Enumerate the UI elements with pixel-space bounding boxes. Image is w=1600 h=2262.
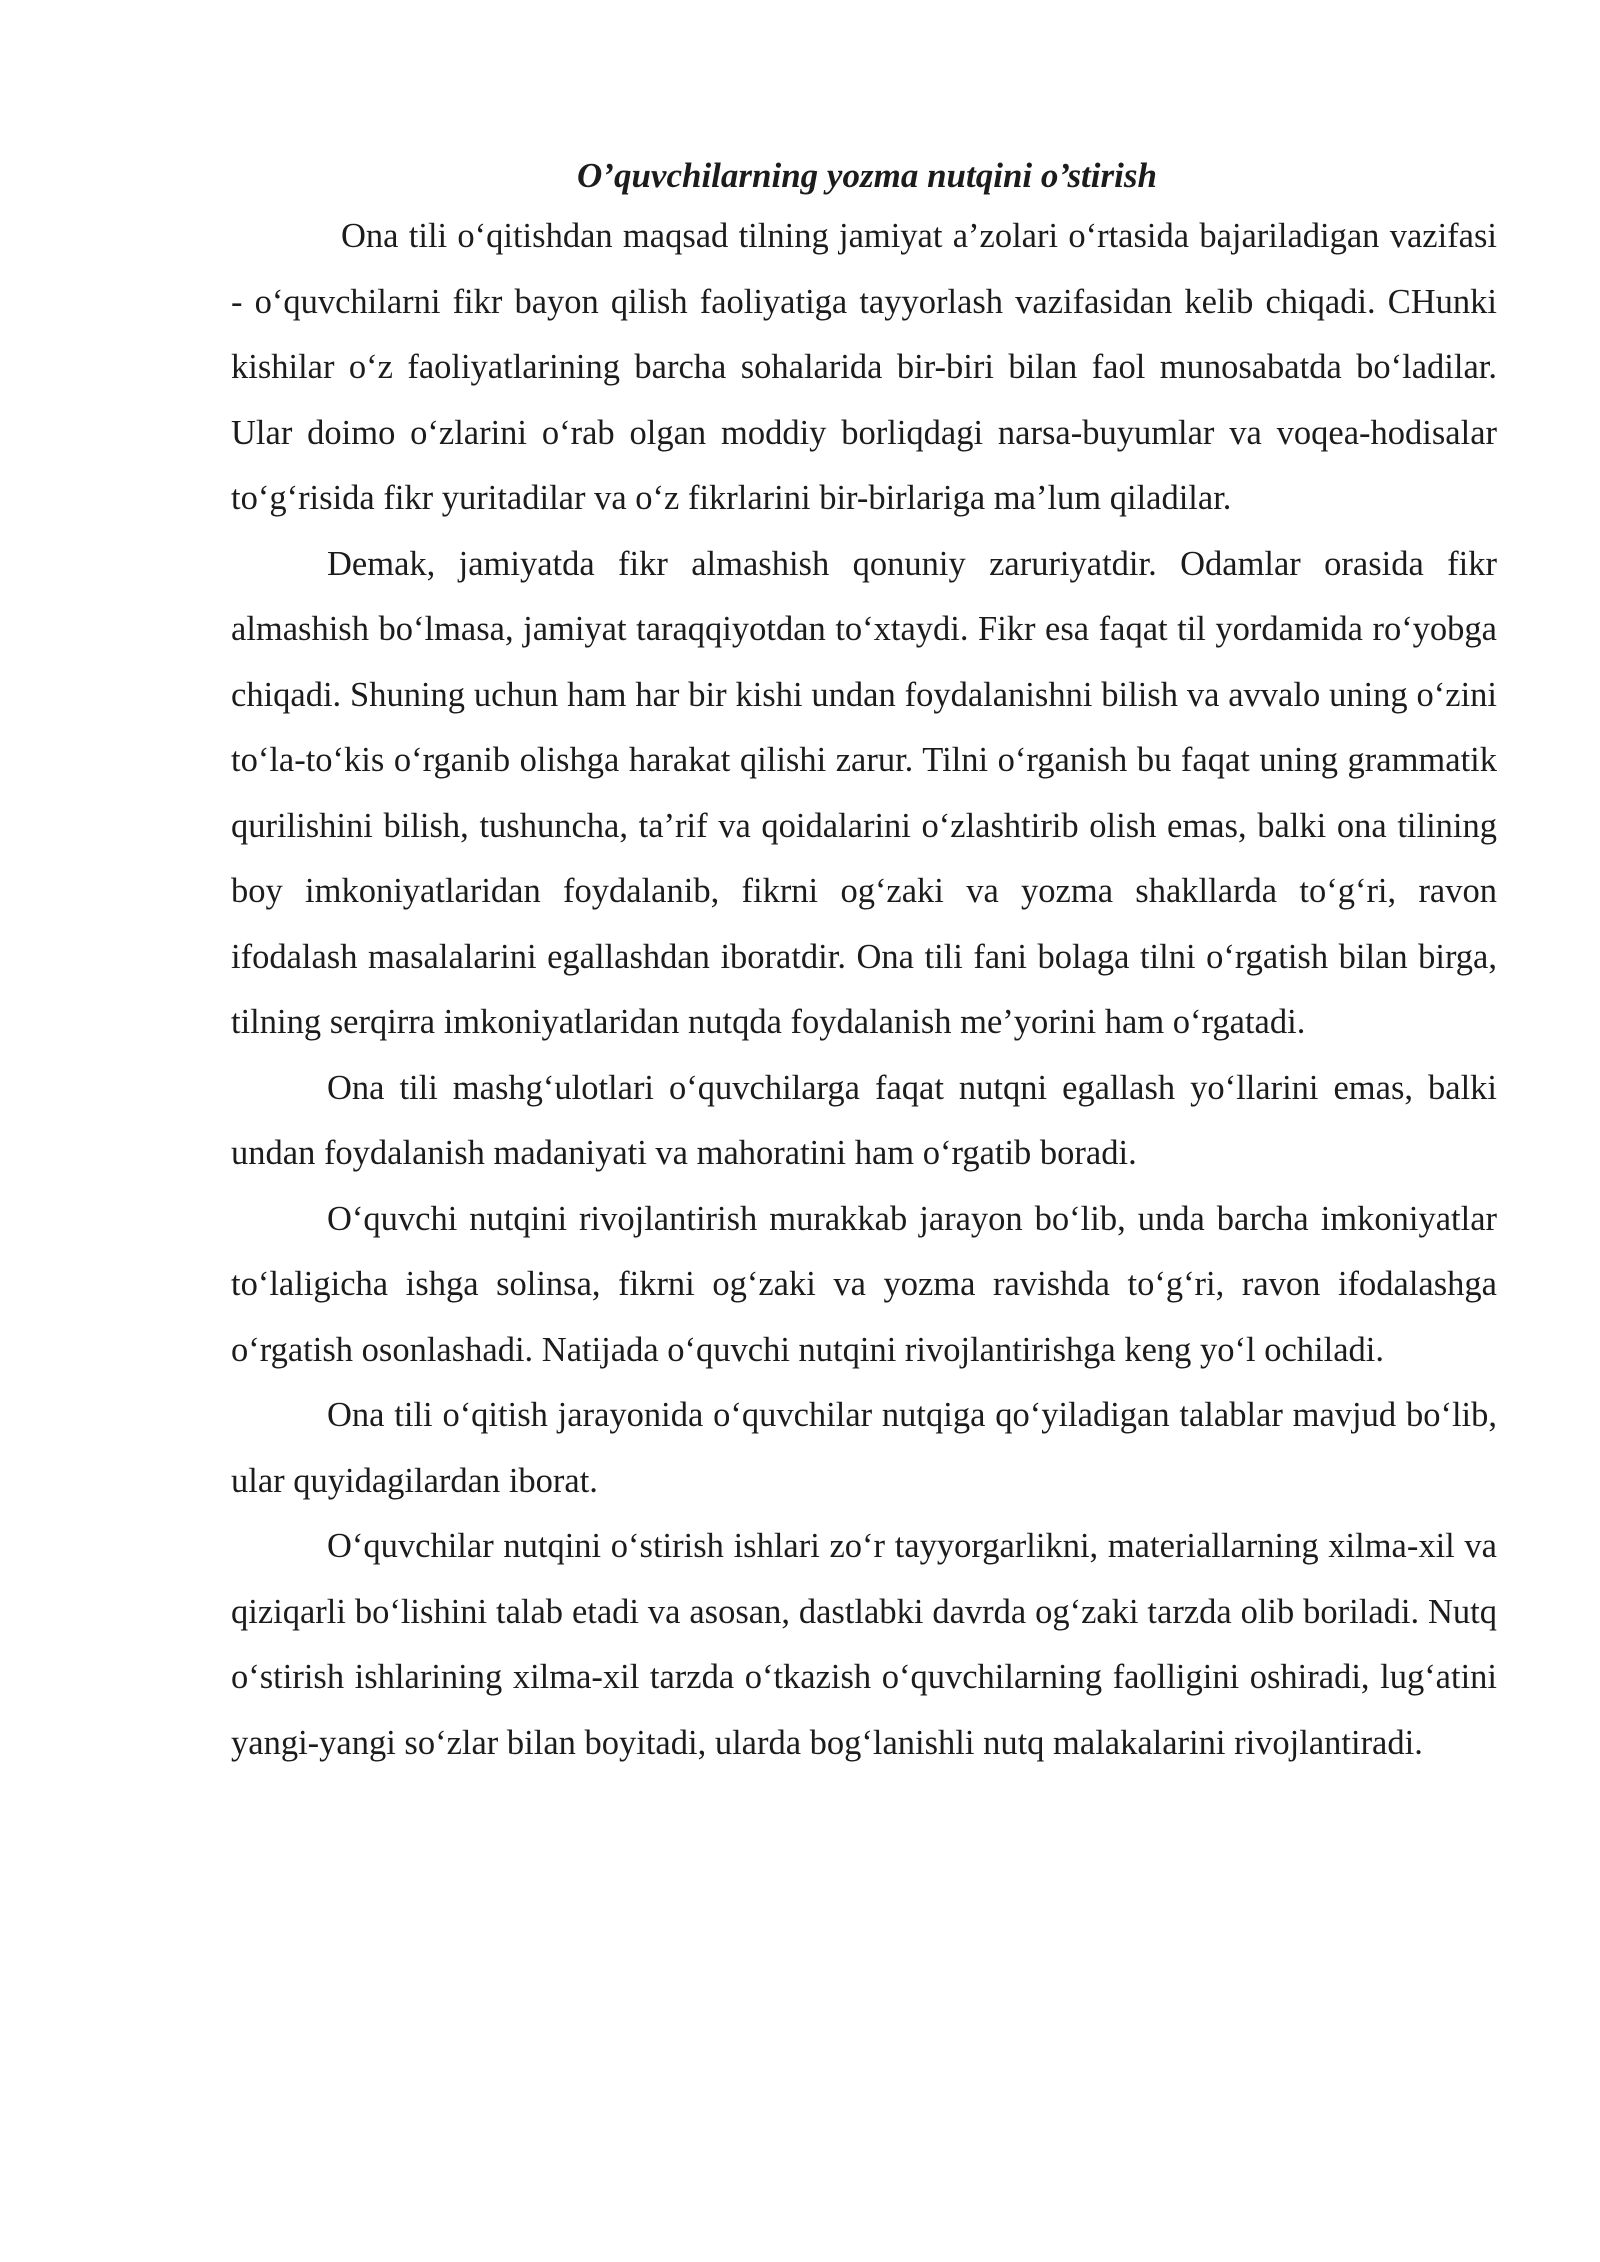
- paragraph: O‘quvchilar nutqini o‘stirish ishlari zo‘r tayyorgarlikni, materiallarning xilma-xil va qiziqarli bo‘lishini talab etadi va asosan, dastlabki davrda og‘zaki tarzda olib boriladi. Nutq o‘stirish ishlarining xilma-xil tarzda o‘tkazish o‘quvchilarning faolligini oshiradi, lug‘atini yangi-yangi so‘zlar bilan boyitadi, ularda bog‘lanishli nutq malakalarini rivojlantiradi.: [231, 1527, 1497, 1762]
- paragraph: Demak, jamiyatda fikr almashish qonuniy zaruriyatdir. Odamlar orasida fikr almashish bo‘lmasa, jamiyat taraqqiyotdan to‘xtaydi. Fikr esa faqat til yordamida ro‘yobga chiqadi. Shuning uchun ham har bir kishi undan foydalanishni bilish va avvalo uning o‘zini to‘la-to‘kis o‘rganib olishga harakat qilishi zarur. Tilni o‘rganish bu faqat uning grammatik qurilishini bilish, tushuncha, ta’rif va qoidalarini o‘zlashtirib olish emas, balki ona tilining boy imkoniyatlaridan foydalanib, fikrni og‘zaki va yozma shakllarda to‘g‘ri, ravon ifodalash masalalarini egallashdan iboratdir. Ona tili fani bolaga tilni o‘rgatish bilan birga, tilning serqirra imkoniyatlaridan nutqda foydalanish me’yorini ham o‘rgatadi.: [231, 544, 1497, 1041]
- paragraph: Ona tili o‘qitish jarayonida o‘quvchilar nutqiga qo‘yiladigan talablar mavjud bo‘lib, ular quyidagilardan iborat.: [231, 1396, 1497, 1500]
- paragraph: Ona tili mashg‘ulotlari o‘quvchilarga faqat nutqni egallash yo‘llarini emas, balki undan foydalanish madaniyati va mahoratini ham o‘rgatib boradi.: [231, 1068, 1497, 1172]
- document-body: [231, 148, 1497, 1776]
- paragraph: Ona tili o‘qitishdan maqsad tilning jamiyat a’zolari o‘rtasida bajariladigan vazifasi - o‘quvchilarni fikr bayon qilish faoliyatiga tayyorlash vazifasidan kelib chiqadi. CHunki kishilar o‘z faoliyatlarining barcha sohalarida bir-biri bilan faol munosabatda bo‘ladilar. Ular doimo o‘zlarini o‘rab olgan moddiy borliqdagi narsa-buyumlar va voqea-hodisalar to‘g‘risida fikr yuritadilar va o‘z fikrlarini bir-birlariga ma’lum qiladilar.: [231, 217, 1497, 517]
- paragraph: O‘quvchi nutqini rivojlantirish murakkab jarayon bo‘lib, unda barcha imkoniyatlar to‘laligicha ishga solinsa, fikrni og‘zaki va yozma ravishda to‘g‘ri, ravon ifodalashga o‘rgatish osonlashadi. Natijada o‘quvchi nutqini rivojlantirishga keng yo‘l ochiladi.: [231, 1199, 1497, 1369]
- document-title: O’quvchilarning yozma nutqini o’stirish: [577, 156, 1157, 195]
